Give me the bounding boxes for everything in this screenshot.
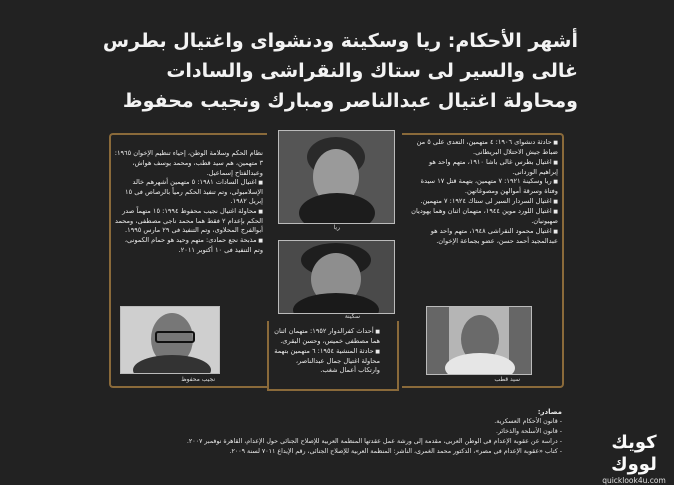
source-line: - قانون الأحكام العسكرية.: [112, 417, 562, 427]
logo-name: كويك لووك: [611, 432, 657, 475]
raya-photo: [278, 130, 395, 224]
left-entry: ■ مذبحة نجع حمادى: متهم وحيد هو حمام الكمونى، وتم التنفيذ فى ١٠ أكتوبر ٢٠١١.: [114, 236, 263, 256]
right-entry: ■ حادثة دنشواى ١٩٠٦: ٤ متهمين، التعدى على ٥ من ضباط جيش الاحتلال البريطانى.: [410, 138, 558, 158]
left-entry: ■ محاولة اغتيال نجيب محفوظ ١٩٩٤: ١٥ متهماً صدر الحكم بإعدام ٢ فقط هما محمد ناجى مصطفى، ومحمد أبوالفرج المحلاوى، وتم التنفيذ فى ٢٩ مارس ١٩٩٥.: [114, 207, 263, 236]
qutb-photo: [426, 306, 532, 375]
sources-section: [112, 407, 562, 457]
center-entry: ■ حادثة المنشية ١٩٥٤: ٦ متهمين بتهمة محاولة اغتيال جمال عبدالناصر، وارتكاب أعمال شغب.: [272, 347, 380, 376]
right-entry: ■ اغتيال بطرس غالى باشا ١٩١٠، متهم واحد هو إبراهيم الوردانى.: [410, 158, 558, 178]
source-line: - قانون الأسلحة والذخائر.: [112, 427, 562, 437]
right-entry: ■ اغتيال السردار السير لى ستاك ١٩٢٤: ٧ متهمين.: [410, 197, 558, 207]
sakina-photo: [278, 240, 395, 314]
headline-line-2: غالى والسير لى ستاك والنقراشى والسادات: [166, 60, 578, 82]
qutb-caption: سيد قطب: [494, 376, 520, 383]
right-entry: ■ اغتيال محمود النقراشى ١٩٤٨، متهم واحد هو عبدالمجيد أحمد حسن، عضو بجماعة الإخوان.: [410, 227, 558, 247]
left-entry: ■ اغتيال السادات ١٩٨١: ٥ متهمين أشهرهم خالد الإسلامبولى، وتم تنفيذ الحكم رمياً بالرصاص فى ١٥ إبريل ١٩٨٢.: [114, 178, 263, 207]
raya-caption: ريا: [333, 224, 340, 231]
source-line: - دراسة عن عقوبة الإعدام فى الوطن العربى، مقدمة إلى ورشة عمل عقدتها المنظمة العربية للإصلاح الجنائى حول الإعدام، القاهرة نوفمبر ٢٠٠٧.: [112, 437, 562, 447]
source-line: - كتاب «عقوبة الإعدام فى مصر»، الدكتور محمد الغمرى، الناشر: المنظمة العربية للإصلاح الجنائى، رقم الإيداع ٧٠١١ لسنة ٢٠٠٩.: [112, 447, 562, 457]
mahfouz-caption: نجيب محفوظ: [181, 376, 215, 383]
right-column: [410, 138, 558, 246]
mahfouz-photo: [120, 306, 220, 374]
center-column: [272, 327, 380, 375]
sources-title: مصادر:: [537, 408, 562, 416]
logo-url: quicklook4u.com: [602, 476, 666, 485]
right-entry: ■ ريا وسكينة ١٩٢١: ٧ متهمين، بتهمة قتل ١٧ سيدة وفتاة وسرقة أموالهن ومصوغاتهن.: [410, 177, 558, 197]
headline-line-1: أشهر الأحكام: ريا وسكينة ودنشواى واغتيال بطرس: [102, 30, 578, 52]
headline-line-3: ومحاولة اغتيال عبدالناصر ومبارك ونجيب محفوظ: [122, 90, 578, 112]
right-entry: ■ اغتيال اللورد موين ١٩٤٤، متهمان اثنان وهما يهوديان صهيونيان.: [410, 207, 558, 227]
left-entry: نظام الحكم وسلامة الوطن، إحياء تنظيم الإخوان ١٩٦٥: ٣ متهمين، هم سيد قطب، ومحمد يوسف هواش، وعبدالفتاح إسماعيل.: [114, 149, 263, 177]
headline: [102, 26, 578, 116]
site-logo[interactable]: [601, 432, 667, 485]
left-column: [114, 149, 263, 255]
sakina-caption: سكينة: [344, 313, 360, 320]
center-entry: ■ أحداث كفرالدوار ١٩٥٢: متهمان اثنان هما مصطفى خميس، وحسن البقرى.: [272, 327, 380, 347]
